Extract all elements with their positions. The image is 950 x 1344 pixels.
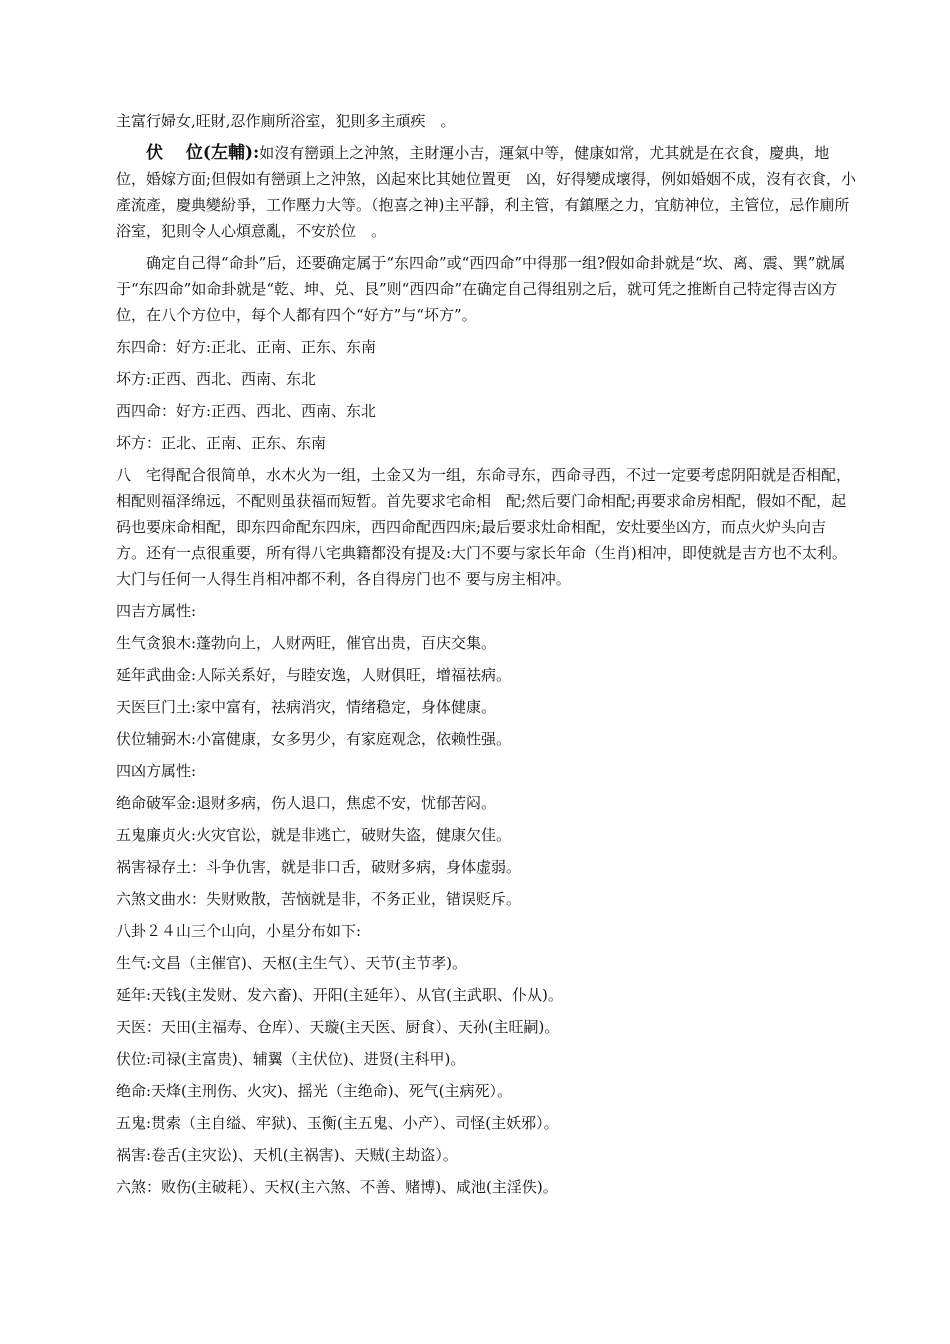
good-item: 天医巨门土:家中富有，祛病消灾，情绪稳定，身体健康。 xyxy=(116,698,497,716)
bad-item: 绝命破军金:退财多病，伤人退口，焦虑不安，忧郁苦闷。 xyxy=(116,794,497,812)
good-item: 生气贪狼木:蓬勃向上，人财两旺，催官出贵，百庆交集。 xyxy=(116,634,497,652)
star-item: 六煞：败伤(主破耗）、天权(主六煞、不善、赌博)、咸池(主淫佚)。 xyxy=(116,1178,558,1196)
east-bad-line: 坏方:正西、西北、西南、东北 xyxy=(116,370,317,388)
stars-title: 八卦２４山三个山向，小星分布如下: xyxy=(116,922,362,940)
four-bad-title: 四凶方属性: xyxy=(116,762,197,780)
bad-item: 祸害禄存土：斗争仇害，就是非口舌，破财多病，身体虚弱。 xyxy=(116,858,522,876)
west-good-line: 西四命：好方:正西、西北、西南、东北 xyxy=(116,402,377,420)
west-bad-line: 坏方：正北、正南、正东、东南 xyxy=(116,434,327,452)
bad-item: 六煞文曲水：失财败散，苦恼就是非，不务正业，错误贬斥。 xyxy=(116,890,522,908)
four-good-title: 四吉方属性: xyxy=(116,602,197,620)
good-item: 延年武曲金:人际关系好，与睦安逸，人财俱旺，增福祛病。 xyxy=(116,666,512,684)
good-item: 伏位辅弼木:小富健康，女多男少，有家庭观念，依赖性强。 xyxy=(116,730,512,748)
paragraph-fuwei xyxy=(116,140,858,244)
star-item: 生气:文昌（主催官)、天枢(主生气）、天节(主节孝)。 xyxy=(116,954,467,972)
star-item: 祸害:卷舌(主灾讼)、天机(主祸害)、天贼(主劫盗）。 xyxy=(116,1146,458,1164)
bad-item: 五鬼廉贞火:火灾官讼，就是非逃亡，破财失盗，健康欠佳。 xyxy=(116,826,512,844)
paragraph-mingua: 确定自己得“命卦”后，还要确定属于“东四命”或“西四命”中得那一组?假如命卦就是“坎、离、震、巽”就属于“东四命”如命卦就是“乾、坤、兑、艮”则“西四命”在确定自己得组别之后，就可凭之推断自己特定得吉凶方位，在八个方位中，每个人都有四个“好方”与“坏方”。 xyxy=(116,254,846,324)
star-item: 天医：天田(主福寿、仓库）、天璇(主天医、厨食）、天孙(主旺嗣)。 xyxy=(116,1018,560,1036)
paragraph-bazhai: 八 宅得配合很简单，水木火为一组，土金又为一组，东命寻东，西命寻西，不过一定要考虑阴阳就是否相配，相配则福泽绵远，不配则虽获福而短暂。首先要求宅命相 配;然后要门命相配;再要求命房相配，假如不配，起码也要床命相配，即东四命配东四床，西四命配西四床;最后要求灶命相配，安灶要坐凶方，而点火炉头向吉 方。还有一点很重要，所有得八宅典籍都没有提及:大门不要与家长年命（生肖)相冲，即使就是吉方也不太利。大门与任何一人得生肖相冲都不利，各自得房门也不 要与房主相冲。 xyxy=(116,466,852,588)
fuwei-heading: 伏 位(左輔): xyxy=(146,143,260,163)
star-item: 绝命:天烽(主刑伤、火灾)、摇光（主绝命)、死气(主病死）。 xyxy=(116,1082,512,1100)
star-item: 伏位:司禄(主富贵)、辅翼（主伏位)、进贤(主科甲)。 xyxy=(116,1050,466,1068)
star-item: 五鬼:贯索（主自缢、牢狱)、玉衡(主五鬼、小产）、司怪(主妖邪）。 xyxy=(116,1114,559,1132)
east-good-line: 东四命：好方:正北、正南、正东、东南 xyxy=(116,338,377,356)
star-item: 延年:天钱(主发财、发六畜)、开阳(主延年）、从官(主武职、仆从)。 xyxy=(116,986,563,1004)
paragraph-tail: 主富行婦女,旺財,忍作廁所浴室，犯則多主頑疾 。 xyxy=(116,112,456,130)
fuwei-text: 如沒有巒頭上之沖煞，主財運小吉，運氣中等，健康如常，尤其就是在衣食，慶典，地位，婚嫁方面;但假如有巒頭上之沖煞，凶起來比其她位置更 凶，好得變成壞得，例如婚姻不成，沒有衣食，小產流產，慶典變紛爭，工作壓力大等。（抱喜之神)主平靜，利主管，有鎮壓之力，宜舫神位，主管位，忌作廁所 浴室，犯則令人心煩意亂，不安於位 。 xyxy=(116,144,857,240)
document-page xyxy=(116,108,858,1200)
